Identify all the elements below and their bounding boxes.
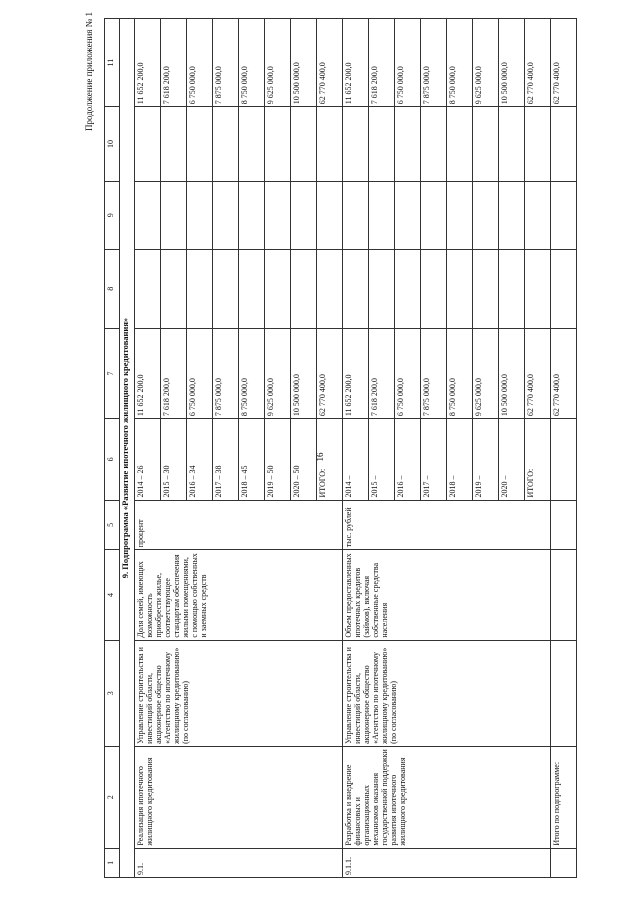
amount-col8 xyxy=(343,249,369,328)
amount-total: 9 625 000,0 xyxy=(473,328,499,418)
period-value: 2020 – xyxy=(499,419,525,500)
amount-col9 xyxy=(187,181,213,249)
section-title: 9. Подпрограмма «Развитие ипотечного жилищного кредитования» xyxy=(120,19,135,878)
amount-col9 xyxy=(213,181,239,249)
landscape-sheet xyxy=(80,10,640,890)
column-number: 1 xyxy=(105,848,120,877)
period-value: 2014 – xyxy=(343,419,369,500)
total-period xyxy=(551,419,577,500)
amount-col11: 11 652 200,0 xyxy=(135,19,161,107)
unit: процент xyxy=(135,500,343,550)
section-title-row xyxy=(120,19,135,878)
amount-col9 xyxy=(395,181,421,249)
period-value: ИТОГО: xyxy=(525,419,551,500)
amount-col10 xyxy=(187,107,213,182)
amount-col10 xyxy=(525,107,551,182)
period-value: 2020 – 50 xyxy=(291,419,317,500)
amount-col10 xyxy=(135,107,161,182)
period-value: 2014 – 26 xyxy=(135,419,161,500)
amount-col11: 7 618 200,0 xyxy=(161,19,187,107)
total-label: Итого по подпрограмме: xyxy=(551,746,577,848)
amount-total: 8 750 000,0 xyxy=(239,328,265,418)
total-row xyxy=(551,19,577,878)
amount-col9 xyxy=(447,181,473,249)
amount-col11: 6 750 000,0 xyxy=(187,19,213,107)
amount-col10 xyxy=(317,107,343,182)
row-number: 9.1. xyxy=(135,848,343,877)
amount-col10 xyxy=(213,107,239,182)
amount-total: 11 652 200,0 xyxy=(135,328,161,418)
unit: тыс. рублей xyxy=(343,500,551,550)
amount-col10 xyxy=(265,107,291,182)
amount-col8 xyxy=(395,249,421,328)
amount-col8 xyxy=(447,249,473,328)
amount-total: 6 750 000,0 xyxy=(187,328,213,418)
amount-col9 xyxy=(343,181,369,249)
amount-col10 xyxy=(239,107,265,182)
amount-col10 xyxy=(447,107,473,182)
amount-col9 xyxy=(161,181,187,249)
period-value: 2018 – xyxy=(447,419,473,500)
amount-col11: 9 625 000,0 xyxy=(265,19,291,107)
total-col11: 62 770 400,0 xyxy=(551,19,577,107)
column-number: 7 xyxy=(105,328,120,418)
executor: Управление строительства и инвестиций области, акционерное общество «Агентство по ипотечному жилищному кредитованию» (по согласованию) xyxy=(343,640,551,746)
total-no xyxy=(551,848,577,877)
amount-col8 xyxy=(239,249,265,328)
column-number: 3 xyxy=(105,640,120,746)
rotated-page xyxy=(80,10,640,890)
measure-name: Разработка и внедрение финансовых и организационных механизмов оказания государственной поддержки развития ипотечного жилищного кредитования xyxy=(343,746,551,848)
table-row xyxy=(343,19,369,878)
amount-col11: 7 875 000,0 xyxy=(421,19,447,107)
period-value: 2015 – xyxy=(369,419,395,500)
amount-col8 xyxy=(135,249,161,328)
amount-col11: 62 770 400,0 xyxy=(317,19,343,107)
amount-col9 xyxy=(317,181,343,249)
amount-col9 xyxy=(473,181,499,249)
amount-total: 10 500 000,0 xyxy=(291,328,317,418)
amount-total: 6 750 000,0 xyxy=(395,328,421,418)
column-number: 5 xyxy=(105,500,120,550)
amount-col9 xyxy=(135,181,161,249)
amount-col8 xyxy=(161,249,187,328)
amount-col10 xyxy=(395,107,421,182)
column-number: 11 xyxy=(105,19,120,107)
column-number: 4 xyxy=(105,550,120,640)
column-number: 6 xyxy=(105,419,120,500)
period-value: 2018 – 45 xyxy=(239,419,265,500)
amount-col10 xyxy=(291,107,317,182)
page-number: 16 xyxy=(315,452,325,462)
amount-total: 7 618 200,0 xyxy=(369,328,395,418)
column-number: 8 xyxy=(105,249,120,328)
amount-col11: 8 750 000,0 xyxy=(447,19,473,107)
amount-col9 xyxy=(291,181,317,249)
amount-total: 11 652 200,0 xyxy=(343,328,369,418)
period-value: 2016 – 34 xyxy=(187,419,213,500)
indicator: Объем предоставленных ипотечных кредитов (займов), включая собственные средства населения xyxy=(343,550,551,640)
indicator: Доля семей, имеющих возможность приобрести жилье, соответствующее стандартам обеспечения жилыми помещениями, с помощью собственных и заемных средств xyxy=(135,550,343,640)
amount-col10 xyxy=(473,107,499,182)
column-number: 10 xyxy=(105,107,120,182)
total-indicator xyxy=(551,550,577,640)
amount-col10 xyxy=(369,107,395,182)
amount-total: 7 875 000,0 xyxy=(213,328,239,418)
amount-col8 xyxy=(473,249,499,328)
amount-col8 xyxy=(265,249,291,328)
amount-total: 8 750 000,0 xyxy=(447,328,473,418)
amount-col8 xyxy=(369,249,395,328)
period-value: 2016 – xyxy=(395,419,421,500)
amount-total: 62 770 400,0 xyxy=(317,328,343,418)
period-value: ИТОГО: xyxy=(317,419,343,500)
amount-col11: 10 500 000,0 xyxy=(291,19,317,107)
amount-col10 xyxy=(161,107,187,182)
amount-col11: 62 770 400,0 xyxy=(525,19,551,107)
amount-col8 xyxy=(317,249,343,328)
amount-col9 xyxy=(421,181,447,249)
amount-col8 xyxy=(525,249,551,328)
column-number: 9 xyxy=(105,181,120,249)
total-col9 xyxy=(551,181,577,249)
amount-total: 9 625 000,0 xyxy=(265,328,291,418)
amount-col11: 11 652 200,0 xyxy=(343,19,369,107)
amount-col9 xyxy=(499,181,525,249)
amount-col8 xyxy=(187,249,213,328)
amount-col8 xyxy=(499,249,525,328)
table-row xyxy=(135,19,161,878)
row-number: 9.1.1. xyxy=(343,848,551,877)
measure-name: Реализация ипотечного жилищного кредитования xyxy=(135,746,343,848)
amount-col11: 10 500 000,0 xyxy=(499,19,525,107)
amount-col8 xyxy=(291,249,317,328)
amount-col11: 6 750 000,0 xyxy=(395,19,421,107)
program-table xyxy=(104,18,577,878)
amount-col8 xyxy=(421,249,447,328)
amount-col9 xyxy=(265,181,291,249)
continuation-label: Продолжение приложения № 1 xyxy=(84,12,94,132)
amount-col11: 8 750 000,0 xyxy=(239,19,265,107)
period-value: 2017 – xyxy=(421,419,447,500)
amount-total: 7 618 200,0 xyxy=(161,328,187,418)
amount-col11: 7 875 000,0 xyxy=(213,19,239,107)
amount-col9 xyxy=(369,181,395,249)
amount-col9 xyxy=(525,181,551,249)
period-value: 2019 – 50 xyxy=(265,419,291,500)
period-value: 2015 – 30 xyxy=(161,419,187,500)
amount-total: 10 500 000,0 xyxy=(499,328,525,418)
period-value: 2017 – 38 xyxy=(213,419,239,500)
column-number: 2 xyxy=(105,746,120,848)
amount-total: 7 875 000,0 xyxy=(421,328,447,418)
amount-col11: 7 618 200,0 xyxy=(369,19,395,107)
total-col8 xyxy=(551,249,577,328)
amount-total: 62 770 400,0 xyxy=(525,328,551,418)
amount-col11: 9 625 000,0 xyxy=(473,19,499,107)
column-number-row xyxy=(105,19,120,878)
amount-col10 xyxy=(499,107,525,182)
total-col10 xyxy=(551,107,577,182)
amount-col8 xyxy=(213,249,239,328)
amount-col10 xyxy=(343,107,369,182)
period-value: 2019 – xyxy=(473,419,499,500)
total-amount: 62 770 400,0 xyxy=(551,328,577,418)
amount-col9 xyxy=(239,181,265,249)
executor: Управление строительства и инвестиций области, акционерное общество «Агентство по ипотечному жилищному кредитованию» (по согласованию) xyxy=(135,640,343,746)
amount-col10 xyxy=(421,107,447,182)
total-executor xyxy=(551,640,577,746)
total-unit xyxy=(551,500,577,550)
